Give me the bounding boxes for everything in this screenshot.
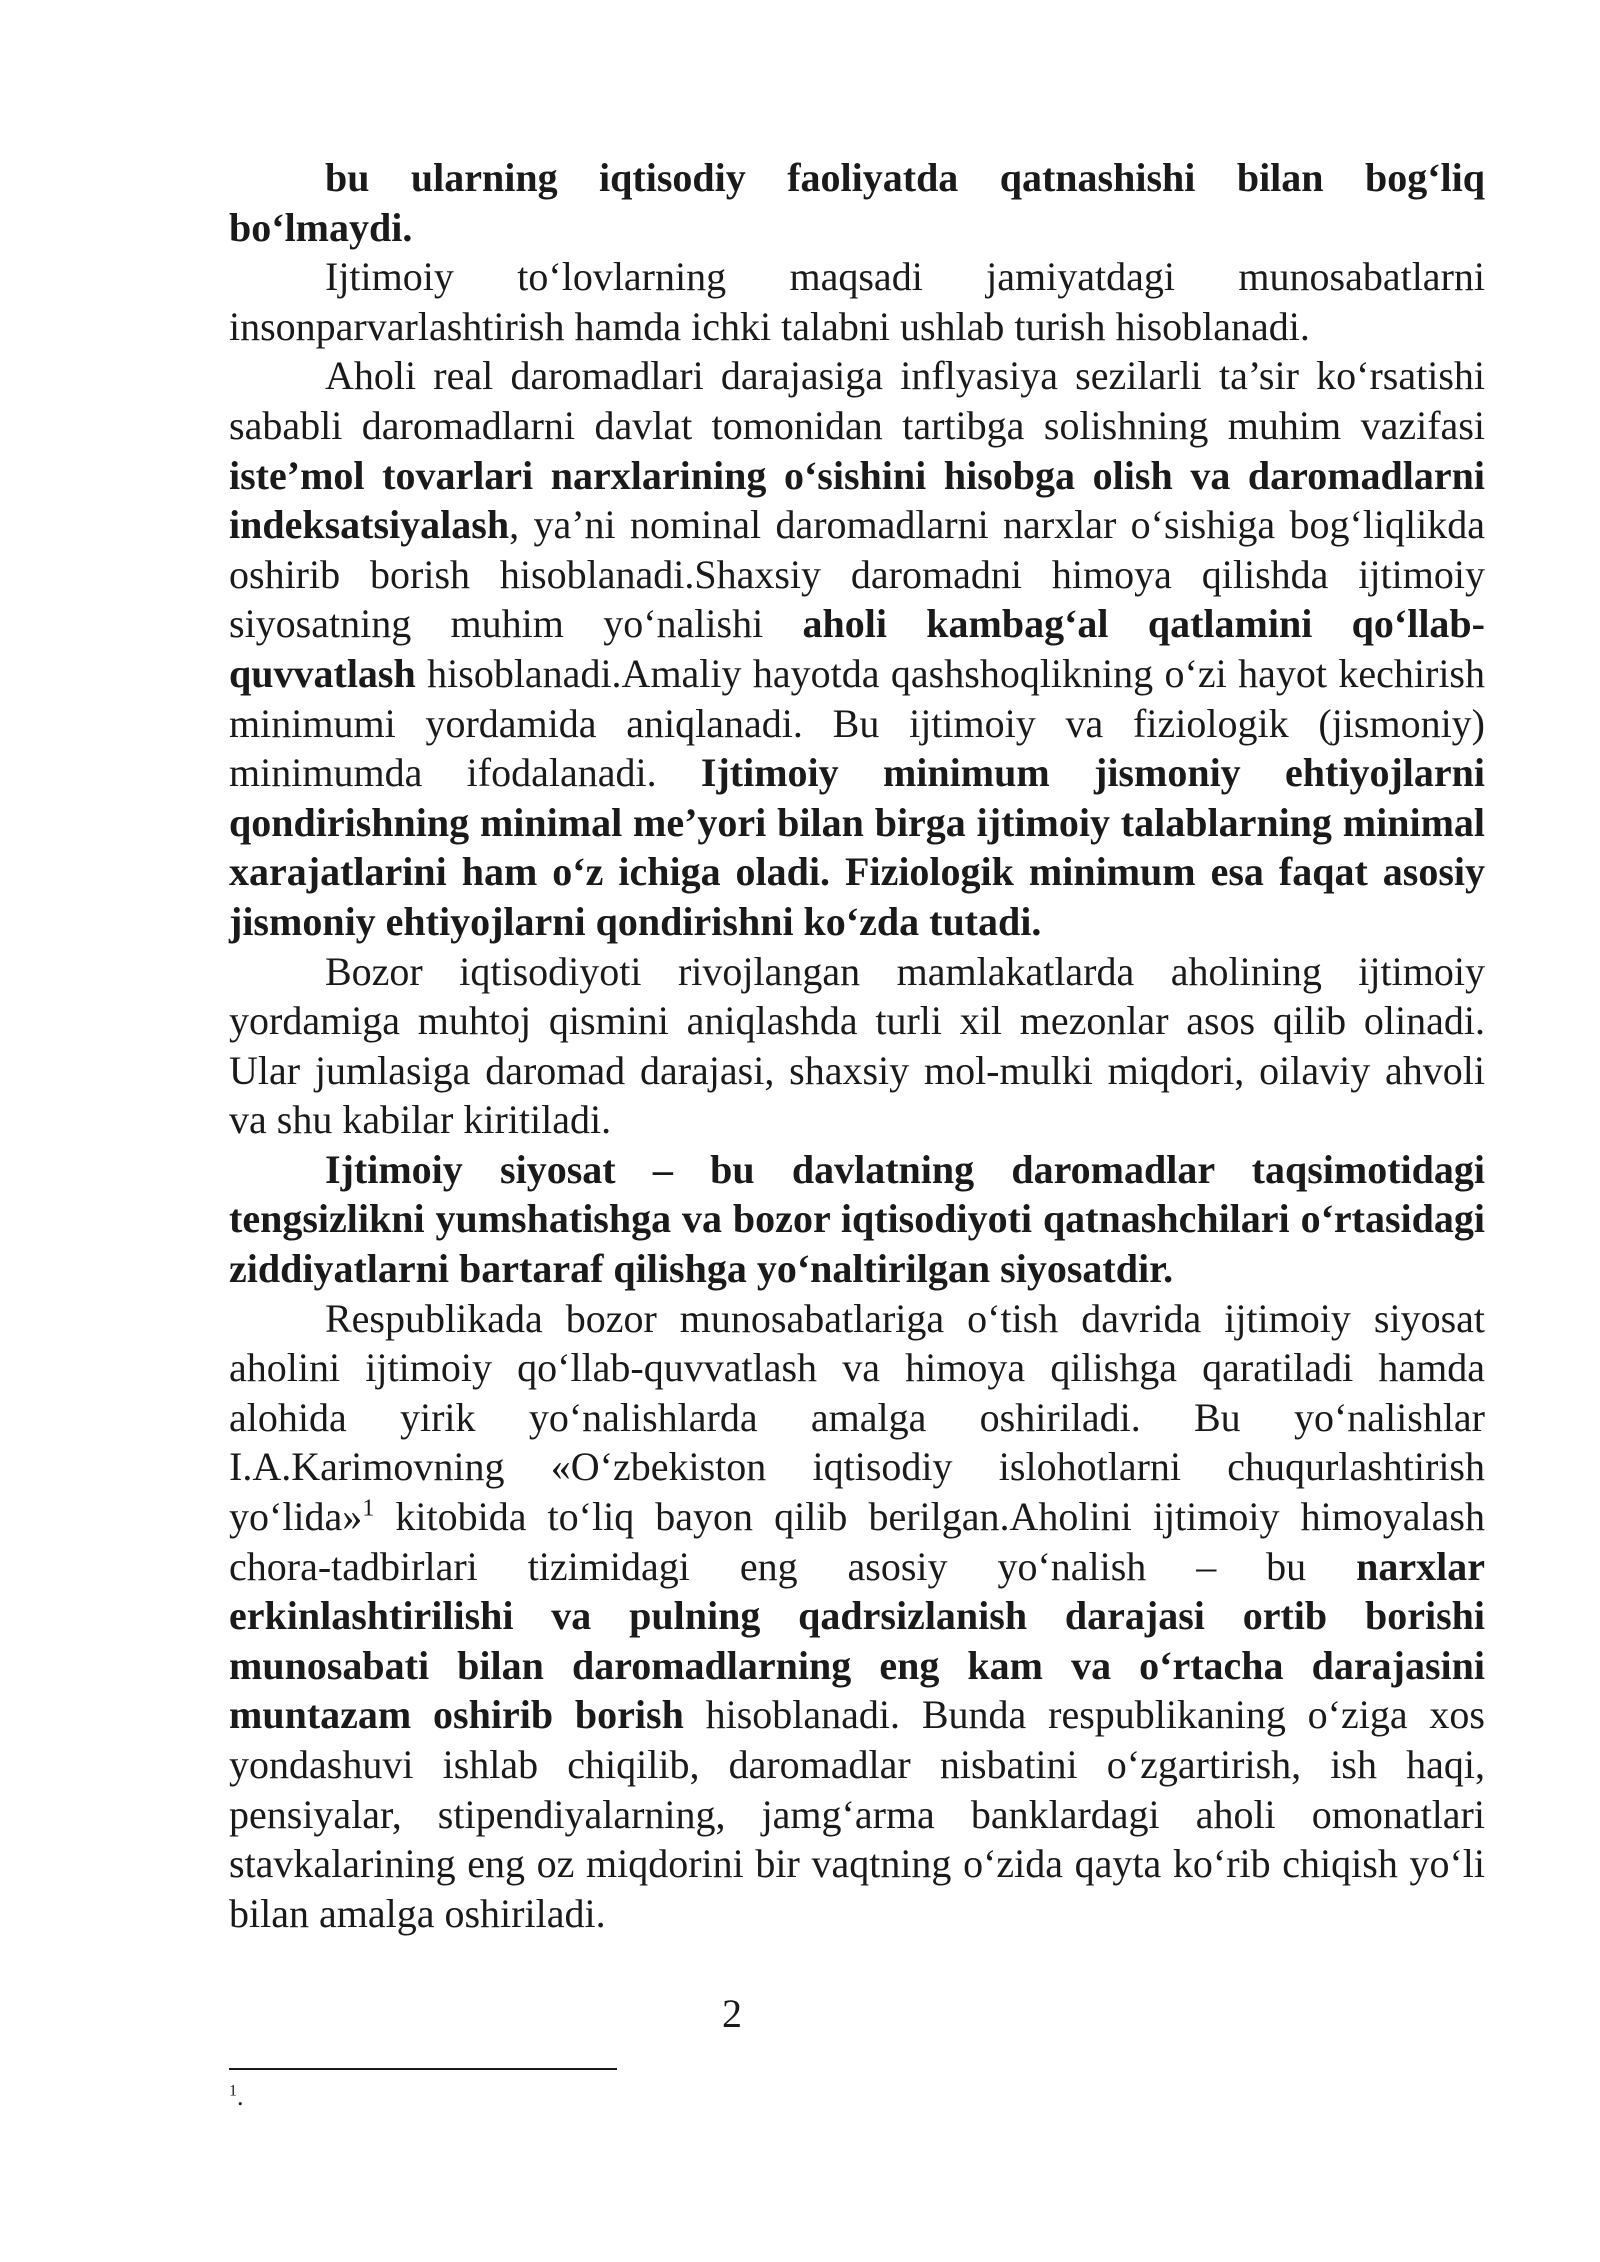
- bold-text: Ijtimoiy minimum jismoniy ehtiyojlarni qondirishning minimal me’yori bilan birga ijtimoiy talablarning minimal xarajatlarini ham o‘z ichiga oladi. Fiziologik minimum esa faqat asosiy jismoniy ehtiyojlarni qondirishni ko‘zda tutadi.: [229, 750, 1485, 944]
- paragraph: [229, 351, 1485, 946]
- footnote-reference: 1: [362, 1495, 375, 1522]
- paragraph: [229, 252, 1485, 351]
- bold-text: Ijtimoiy siyosat – bu davlatning daromadlar taqsimotidagi tengsizlikni yumshatishga va bozor iqtisodiyoti qatnashchilari o‘rtasidagi ziddiyatlarni bartaraf qilishga yo‘naltirilgan siyosatdir.: [229, 1146, 1485, 1292]
- text-run: hisoblanadi. Bunda respublikaning o‘ziga xos yondashuvi ishlab chiqilib, daromadlar nisbatini o‘zgartirish, ish haqi, pensiyalar, stipendiyalarning, jamg‘arma banklardagi aholi omonatlari stavkalarining eng oz miqdorini bir vaqtning o‘zida qayta ko‘rib chiqish yo‘li bilan amalga oshiriladi.: [229, 1692, 1485, 1936]
- page-number: 2: [722, 1991, 742, 2036]
- bold-text: aholi kambag‘al qatlamini qo‘llab-quvvatlash: [229, 601, 1485, 696]
- text-run: Aholi real daromadlari darajasiga inflyasiya sezilarli ta’sir ko‘rsatishi sababli daromadlarni davlat tomonidan tartibga solishning muhim vazifasi: [229, 353, 1485, 448]
- footnote-marker: 1: [229, 2082, 237, 2100]
- text-run: Respublikada bozor munosabatlariga o‘tish davrida ijtimoiy siyosat aholini ijtimoiy qo‘llab-quvvatlash va himoya qilishga qaratiladi hamda alohida yirik yo‘nalishlarda amalga oshiriladi. Bu yo‘nalishlar I.A.Karimovning «O‘zbekiston iqtisodiy islohotlarni chuqurlashtirish yo‘lida»: [229, 1295, 1485, 1540]
- bold-text: narxlar erkinlashtirilishi va pulning qadrsizlanish darajasi ortib borishi munosabati bilan daromadlarning eng kam va o‘rtacha darajasini muntazam oshirib borish: [229, 1543, 1485, 1738]
- text-run: Bozor iqtisodiyoti rivojlangan mamlakatlarda aholining ijtimoiy yordamiga muhtoj qismini aniqlashda turli xil mezonlar asos qilib olinadi. Ular jumlasiga daromad darajasi, shaxsiy mol-mulki miqdori, oilaviy ahvoli va shu kabilar kiritiladi.: [229, 948, 1485, 1143]
- text-run: Ijtimoiy to‘lovlarning maqsadi jamiyatdagi munosabatlarni insonparvarlashtirish hamda ichki talabni ushlab turish hisoblanadi.: [229, 254, 1485, 349]
- text-run: kitobida to‘liq bayon qilib berilgan.Aholini ijtimoiy himoyalash chora-tadbirlari tizimidagi eng asosiy yo‘nalish – bu: [229, 1494, 1485, 1589]
- text-run: , ya’ni nominal daromadlarni narxlar o‘sishiga bog‘liqlikda oshirib borish hisoblanadi.Shaxsiy daromadni himoya qilishda ijtimoiy siyosatning muhim yo‘nalishi: [229, 502, 1485, 647]
- footnote: [229, 2082, 244, 2112]
- paragraph: [229, 1294, 1485, 1939]
- bold-text: iste’mol tovarlari narxlarining o‘sishini hisobga olish va daromadlarni indeksatsiyalash: [229, 452, 1485, 548]
- paragraph: [229, 947, 1485, 1145]
- text-run: hisoblanadi.Amaliy hayotda qashshoqlikning o‘zi hayot kechirish minimumi yordamida aniqlanadi. Bu ijtimoiy va fiziologik (jismoniy) minimumda ifodalanadi.: [229, 650, 1485, 796]
- footnote-separator: [229, 2068, 617, 2070]
- bold-text: bu ularning iqtisodiy faoliyatda qatnashishi bilan bog‘liq bo‘lmaydi.: [229, 155, 1485, 250]
- footnote-text: .: [237, 2082, 244, 2111]
- body-text: [229, 153, 1485, 1938]
- paragraph: [229, 1145, 1485, 1294]
- paragraph: [229, 153, 1485, 252]
